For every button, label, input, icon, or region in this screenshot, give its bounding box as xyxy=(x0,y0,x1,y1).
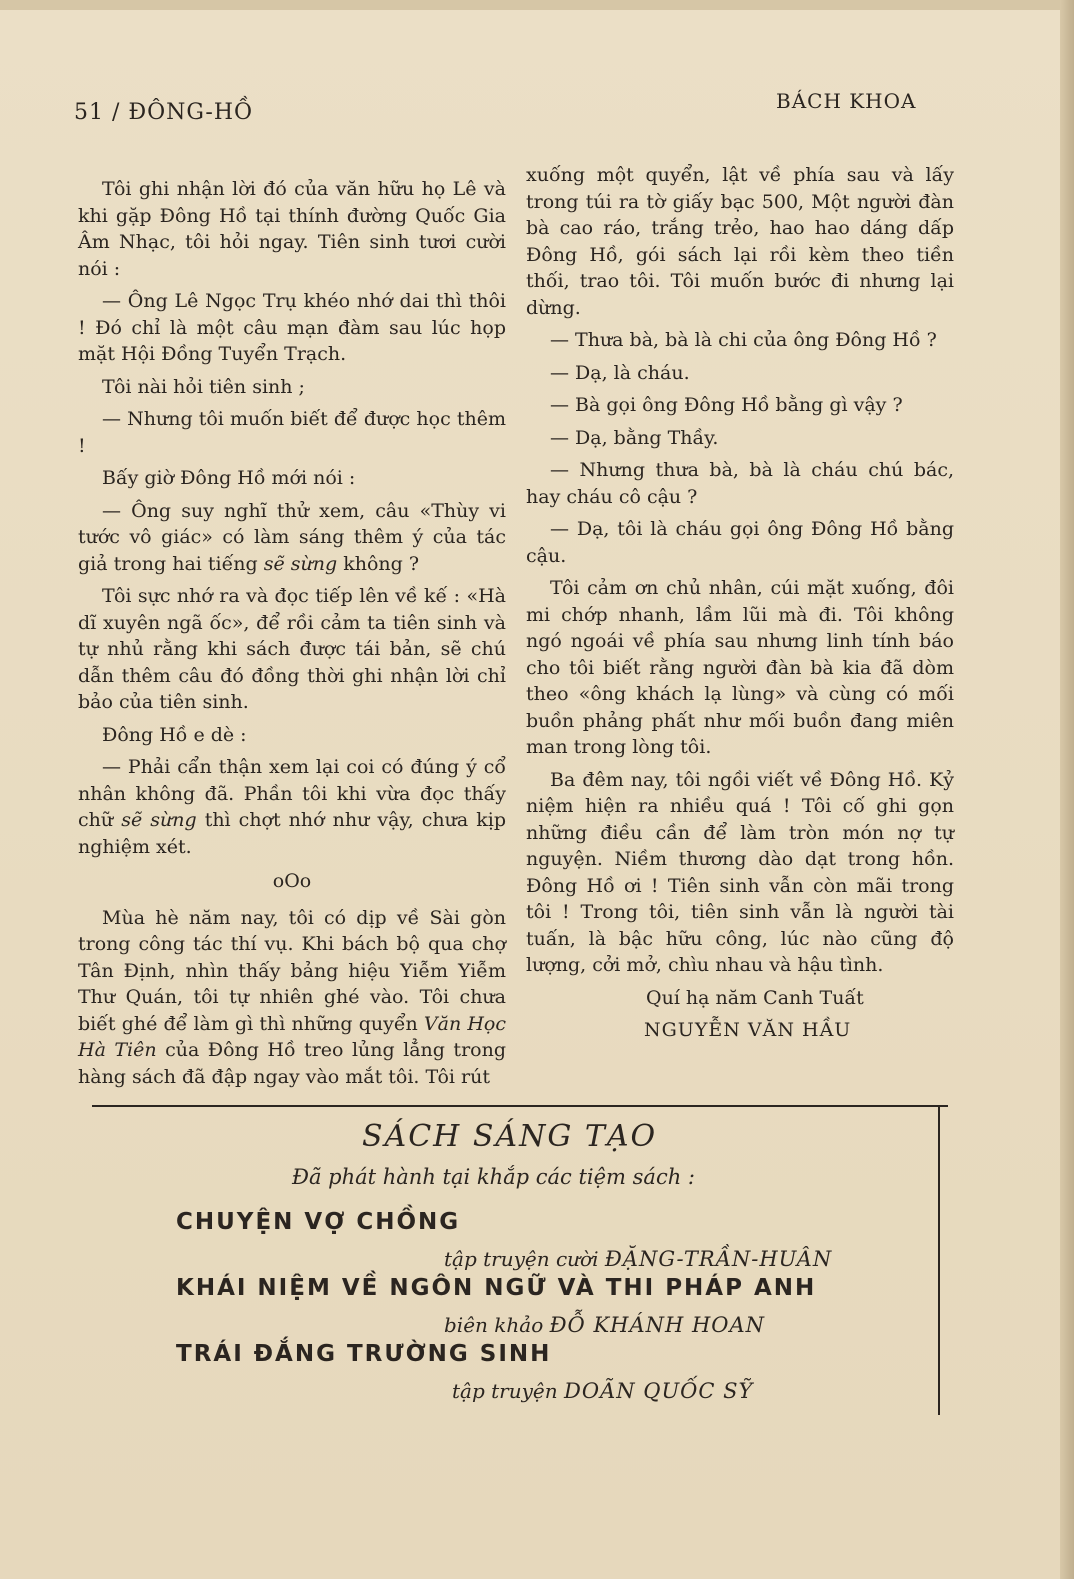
paragraph: Bấy giờ Đông Hồ mới nói : xyxy=(102,467,356,489)
paragraph: Tôi ghi nhận lời đó của văn hữu họ Lê và khi gặp Đông Hồ tại thính đường Quốc Gia Âm Nhạc, tôi hỏi ngay. Tiên sinh tươi cười nói : xyxy=(78,178,506,280)
book-genre: tập truyện cười xyxy=(444,1247,599,1271)
paragraph: Tôi cảm ơn chủ nhân, cúi mặt xuống, đôi mi chớp nhanh, lầm lũi mà đi. Tôi không ngó ngoái về phía sau nhưng linh tính báo cho tôi biết rằng người đàn bà kia đã dòm theo «ông khách lạ lùng» và cùng có mối buồn phảng phất như mối buồn đang miên man trong lòng tôi. xyxy=(526,577,954,758)
book-title: TRÁI ĐẮNG TRƯỜNG SINH xyxy=(176,1341,552,1367)
book-author: ĐẶNG-TRẦN-HUÂN xyxy=(604,1247,833,1271)
page-header-right: BÁCH KHOA xyxy=(776,89,917,113)
italic-term: sẽ sừng xyxy=(121,809,197,831)
book-genre: tập truyện xyxy=(452,1379,558,1403)
page-right-edge xyxy=(1060,0,1074,1579)
paragraph: xuống một quyển, lật về phía sau và lấy trong túi ra tờ giấy bạc 500, Một người đàn bà cao ráo, trắng trẻo, hao hao dáng dấp Đông Hồ, gói sách lại rồi kèm theo tiền thối, trao tôi. Tôi muốn bước đi nhưng lại dừng. xyxy=(526,164,954,319)
book-title: KHÁI NIỆM VỀ NGÔN NGỮ VÀ THI PHÁP ANH xyxy=(176,1275,817,1301)
paragraph: Ba đêm nay, tôi ngồi viết về Đông Hồ. Kỷ niệm hiện ra nhiều quá ! Tôi cố ghi gọn những điều cần để làm tròn món nợ tự nguyện. Niềm thương dào dạt trong hồn. Đông Hồ ơi ! Tiên sinh vẫn còn mãi trong tôi ! Trong tôi, tiên sinh vẫn là người tài tuấn, là bậc hữu công, lúc nào cũng độ lượng, cởi mở, chìu nhau và hậu tình. xyxy=(526,768,954,976)
book-credit xyxy=(444,1313,765,1337)
book-genre: biên khảo xyxy=(444,1313,544,1337)
paragraph: Tôi sực nhớ ra và đọc tiếp lên về kế : «Hà dĩ xuyên ngã ốc», để rồi cảm ta tiên sinh và tự nhủ rằng khi sách được tái bản, sẽ chú dẫn thêm câu đó đồng thời ghi nhận lời chỉ bảo của tiên sinh. xyxy=(78,585,506,713)
signature-date: Quí hạ năm Canh Tuất xyxy=(646,986,864,1009)
ad-publisher-title: SÁCH SÁNG TẠO xyxy=(362,1119,658,1154)
dialogue-line: — Nhưng thưa bà, bà là cháu chú bác, hay cháu cô cậu ? xyxy=(526,459,954,508)
page-top-edge xyxy=(0,0,1074,10)
section-divider: oOo xyxy=(272,870,312,892)
book-credit xyxy=(452,1379,753,1403)
book-credit xyxy=(444,1247,832,1271)
italic-term: sẽ sừng xyxy=(263,552,338,575)
dialogue-line xyxy=(78,498,506,578)
book-author: ĐỖ KHÁNH HOAN xyxy=(549,1313,766,1337)
page-header-left: 51 / ĐÔNG-HỒ xyxy=(74,100,254,125)
left-column xyxy=(78,176,506,1096)
text-span: thì chợt nhớ như vậy, chưa kịp nghiệm xét. xyxy=(78,809,507,858)
text-span: — Phải cẩn thận xem lại coi có đúng ý cổ nhân không đã. Phần tôi khi vừa đọc thấy chữ xyxy=(78,756,506,831)
ad-subtitle: Đã phát hành tại khắp các tiệm sách : xyxy=(292,1165,695,1189)
dialogue-line: — Dạ, tôi là cháu gọi ông Đông Hồ bằng cậu. xyxy=(526,518,954,567)
dialogue-line: — Nhưng tôi muốn biết để được học thêm ! xyxy=(78,408,506,457)
text-span: Mùa hè năm nay, tôi có dịp về Sài gòn trong công tác thí vụ. Khi bách bộ qua chợ Tân Định, nhìn thấy bảng hiệu Yiễm Yiễm Thư Quán, tôi tự nhiên ghé vào. Tôi chưa biết ghé để làm gì thì những quyển xyxy=(78,906,506,1035)
book-author: DOÃN QUỐC SỸ xyxy=(563,1379,754,1403)
paragraph xyxy=(78,905,506,1091)
ad-border-right xyxy=(938,1105,940,1415)
dialogue-line: — Ông Lê Ngọc Trụ khéo nhớ dai thì thôi ! Đó chỉ là một câu mạn đàm sau lúc họp mặt Hội Đồng Tuyển Trạch. xyxy=(78,290,506,365)
dialogue-line xyxy=(78,754,506,860)
text-span: của Đông Hồ treo lủng lẳng trong hàng sách đã đập ngay vào mắt tôi. Tôi rút xyxy=(78,1039,506,1088)
dialogue-line: — Dạ, bằng Thầy. xyxy=(550,426,719,449)
dialogue-line: — Bà gọi ông Đông Hồ bằng gì vậy ? xyxy=(550,394,903,416)
signature-name: NGUYỄN VĂN HẦU xyxy=(644,1019,852,1041)
book-title: CHUYỆN VỢ CHỒNG xyxy=(176,1209,461,1235)
advertisement-box xyxy=(92,1105,948,1417)
dialogue-line: — Thưa bà, bà là chi của ông Đông Hồ ? xyxy=(550,329,937,351)
paragraph: Tôi nài hỏi tiên sinh ; xyxy=(102,375,305,398)
paragraph: Đông Hồ e dè : xyxy=(102,723,247,746)
dialogue-line: — Dạ, là cháu. xyxy=(550,361,690,384)
italic-book-title: Văn Học Hà Tiên xyxy=(78,1012,506,1061)
text-span: không ? xyxy=(343,552,420,575)
right-column xyxy=(526,162,954,1050)
text-span: — Ông suy nghĩ thử xem, câu «Thùy vi tước vô giác» có làm sáng thêm ý của tác giả trong hai tiếng xyxy=(78,499,506,575)
